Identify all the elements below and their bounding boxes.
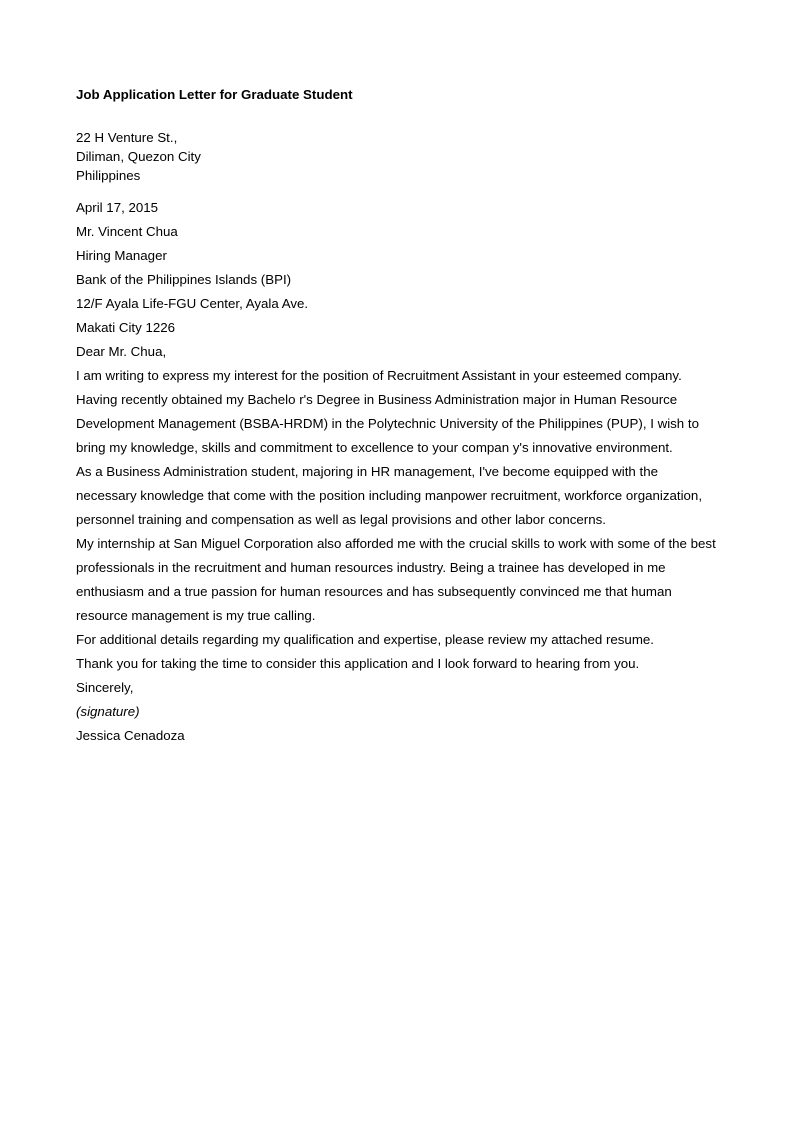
salutation: Dear Mr. Chua, (76, 344, 167, 359)
sender-address (76, 128, 726, 185)
sender-address-line: Diliman, Quezon City (76, 149, 201, 164)
body-line: For additional details regarding my qualification and expertise, please review my attached resume. (76, 632, 654, 647)
recipient-line: Bank of the Philippines Islands (BPI) (76, 272, 292, 287)
sender-address-line: 22 H Venture St., (76, 130, 178, 145)
signer-name: Jessica Cenadoza (76, 728, 185, 743)
body-line: I am writing to express my interest for the position of Recruitment Assistant in your esteemed company. (76, 368, 682, 383)
letter-date: April 17, 2015 (76, 200, 159, 215)
body-line: My internship at San Miguel Corporation also afforded me with the crucial skills to work with some of the best (76, 536, 716, 551)
body-line: Having recently obtained my Bachelo r's Degree in Business Administration major in Human Resource (76, 392, 678, 407)
letter-body-block (76, 196, 726, 748)
recipient-line: Mr. Vincent Chua (76, 224, 178, 239)
body-line: personnel training and compensation as well as legal provisions and other labor concerns. (76, 512, 606, 527)
recipient-line: Makati City 1226 (76, 320, 176, 335)
closing: Sincerely, (76, 680, 134, 695)
body-line: As a Business Administration student, majoring in HR management, I've become equipped with the (76, 464, 659, 479)
body-line: enthusiasm and a true passion for human resources and has subsequently convinced me that human (76, 584, 672, 599)
recipient-line: 12/F Ayala Life-FGU Center, Ayala Ave. (76, 296, 309, 311)
sender-address-line: Philippines (76, 168, 141, 183)
body-line: Development Management (BSBA-HRDM) in the Polytechnic University of the Philippines (PUP), I wish to (76, 416, 699, 431)
body-line: resource management is my true calling. (76, 608, 316, 623)
body-line: Thank you for taking the time to consider this application and I look forward to hearing from you. (76, 656, 640, 671)
recipient-line: Hiring Manager (76, 248, 167, 263)
document-title: Job Application Letter for Graduate Student (76, 87, 353, 102)
body-line: necessary knowledge that come with the position including manpower recruitment, workforce organization, (76, 488, 703, 503)
signature-placeholder: (signature) (76, 704, 140, 719)
body-line: professionals in the recruitment and human resources industry. Being a trainee has developed in me (76, 560, 666, 575)
body-line: bring my knowledge, skills and commitment to excellence to your compan y's innovative environment. (76, 440, 673, 455)
letter-content (76, 86, 726, 748)
